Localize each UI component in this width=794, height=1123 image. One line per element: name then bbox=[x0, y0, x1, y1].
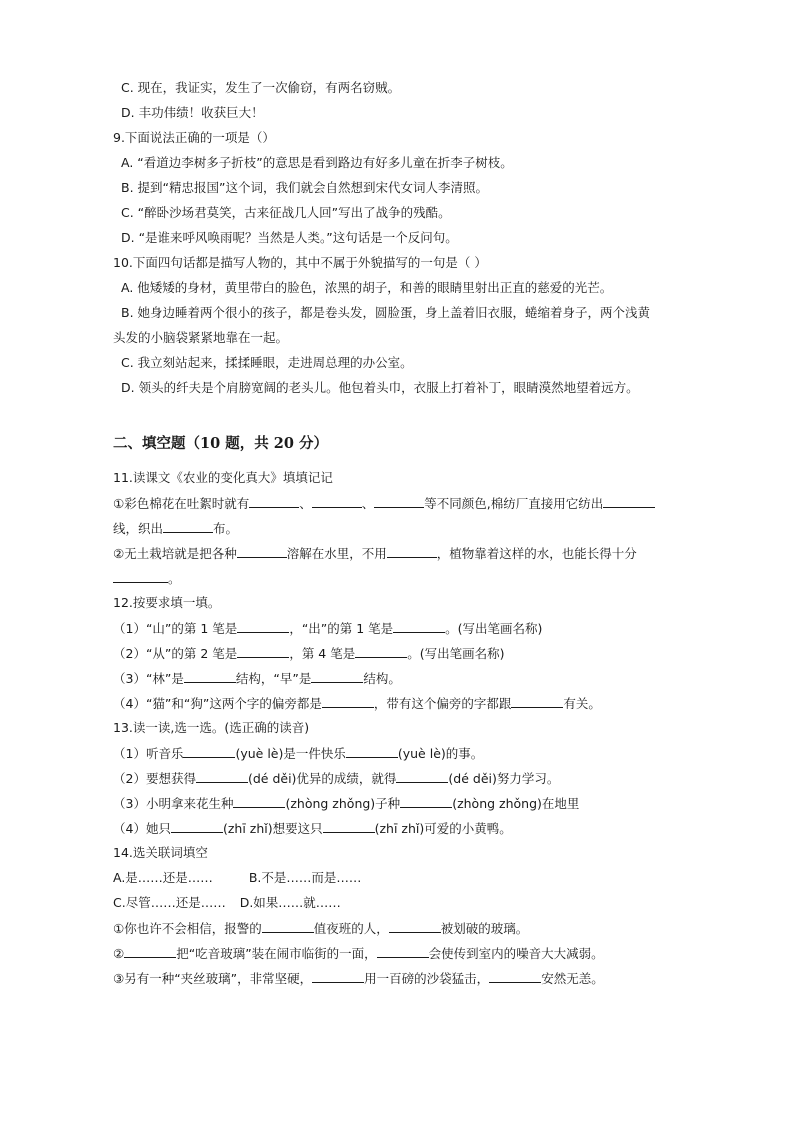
q9-option-a: A. “看道边李树多子折枝”的意思是看到路边有好多儿童在折李子树枝。 bbox=[121, 155, 513, 170]
answer-blank[interactable] bbox=[322, 695, 374, 708]
q13-text: （1）听音乐 bbox=[113, 746, 184, 761]
q12-text: 结构。 bbox=[363, 671, 401, 686]
answer-blank[interactable] bbox=[396, 770, 448, 783]
q8-option-d: D. 丰功伟绩！收获巨大！ bbox=[121, 105, 264, 120]
q10-option-a: A. 他矮矮的身材，黄里带白的脸色，浓黑的胡子，和善的眼睛里射出正直的慈爱的光芒。 bbox=[121, 280, 613, 295]
answer-blank[interactable] bbox=[323, 820, 375, 833]
q12-text: ，第 4 笔是 bbox=[289, 646, 356, 661]
q13-stem: 13.读一读,选一选。(选正确的读音) bbox=[113, 720, 310, 735]
q13-text: （4）她只 bbox=[113, 821, 171, 836]
answer-blank[interactable] bbox=[355, 645, 407, 658]
answer-blank[interactable] bbox=[374, 495, 424, 508]
q11-text: 溶解在水里，不用 bbox=[286, 546, 387, 561]
q12-text: （4）“猫”和“狗”这两个字的偏旁都是 bbox=[113, 696, 322, 711]
answer-blank[interactable] bbox=[183, 745, 235, 758]
q13-text: （3）小明拿来花生种 bbox=[113, 796, 234, 811]
answer-blank[interactable] bbox=[249, 495, 299, 508]
q12-line4 bbox=[113, 695, 601, 712]
section-title-fill-in: 二、填空题（10 题，共 20 分） bbox=[113, 435, 328, 452]
answer-blank[interactable] bbox=[237, 620, 289, 633]
q10-stem: 10.下面四句话都是描写人物的，其中不属于外貌描写的一句是（ ） bbox=[113, 255, 487, 270]
q13-line2 bbox=[113, 770, 559, 787]
answer-blank[interactable] bbox=[387, 545, 437, 558]
answer-blank[interactable] bbox=[312, 495, 362, 508]
q12-line3 bbox=[113, 670, 401, 687]
q14-text: 被划破的玻璃。 bbox=[440, 921, 529, 936]
q13-text: (zhòng zhǒng)子种 bbox=[285, 796, 401, 811]
q11-text: 、 bbox=[299, 496, 312, 511]
q9-stem: 9.下面说法正确的一项是（） bbox=[113, 130, 275, 145]
q14-line1 bbox=[113, 920, 528, 937]
answer-blank[interactable] bbox=[603, 495, 655, 508]
q11-stem: 11.读课文《农业的变化真大》填填记记 bbox=[113, 470, 333, 485]
q13-text: (dé děi)优异的成绩，就得 bbox=[247, 771, 397, 786]
q10-option-c: C. 我立刻站起来，揉揉睡眼，走进周总理的办公室。 bbox=[121, 355, 413, 370]
q11-text: ，植物靠着这样的水，也能长得十分 bbox=[436, 546, 637, 561]
q10-option-b-line1: B. 她身边睡着两个很小的孩子，都是卷头发，圆脸蛋，身上盖着旧衣服，蜷缩着身子，两个浅黄 bbox=[121, 305, 651, 320]
q13-line3 bbox=[113, 795, 579, 812]
answer-blank[interactable] bbox=[489, 970, 541, 983]
q12-line2 bbox=[113, 645, 504, 662]
q14-text: 用一百磅的沙袋猛击， bbox=[364, 971, 490, 986]
q14-text: 会使传到室内的噪音大大减弱。 bbox=[428, 946, 604, 961]
answer-blank[interactable] bbox=[312, 970, 364, 983]
q12-text: 。(写出笔画名称) bbox=[407, 646, 505, 661]
answer-blank[interactable] bbox=[113, 570, 168, 583]
answer-blank[interactable] bbox=[237, 545, 287, 558]
q14-text: ①你也许不会相信，报警的 bbox=[113, 921, 262, 936]
q12-text: 有关。 bbox=[563, 696, 601, 711]
q13-text: （2）要想获得 bbox=[113, 771, 196, 786]
answer-blank[interactable] bbox=[400, 795, 452, 808]
answer-blank[interactable] bbox=[233, 795, 285, 808]
q13-text: (yuè lè)的事。 bbox=[397, 746, 484, 761]
q11-text: 。 bbox=[168, 571, 181, 586]
answer-blank[interactable] bbox=[389, 920, 441, 933]
answer-blank[interactable] bbox=[311, 670, 363, 683]
q13-text: (zhī zhǐ)可爱的小黄鸭。 bbox=[374, 821, 512, 836]
answer-blank[interactable] bbox=[184, 670, 236, 683]
q14-stem: 14.选关联词填空 bbox=[113, 845, 208, 860]
answer-blank[interactable] bbox=[171, 820, 223, 833]
q11-text: 等不同颜色,棉纺厂直接用它纺出 bbox=[424, 496, 604, 511]
q9-option-b: B. 提到“精忠报国”这个词，我们就会自然想到宋代女词人李清照。 bbox=[121, 180, 488, 195]
q11-line2 bbox=[113, 520, 238, 537]
q12-text: 。(写出笔画名称) bbox=[445, 621, 543, 636]
answer-blank[interactable] bbox=[377, 945, 429, 958]
q11-text: 线，织出 bbox=[113, 521, 164, 536]
q8-option-c: C. 现在，我证实，发生了一次偷窃，有两名窃贼。 bbox=[121, 80, 401, 95]
q13-line4 bbox=[113, 820, 512, 837]
q11-line1 bbox=[113, 495, 655, 512]
q13-line1 bbox=[113, 745, 483, 762]
q11-text: 布。 bbox=[213, 521, 239, 536]
q12-text: （3）“林”是 bbox=[113, 671, 184, 686]
q12-stem: 12.按要求填一填。 bbox=[113, 595, 221, 610]
q12-text: 结构，“早”是 bbox=[235, 671, 312, 686]
q11-line3 bbox=[113, 545, 637, 562]
answer-blank[interactable] bbox=[393, 620, 445, 633]
q14-options-ab bbox=[113, 870, 361, 886]
q14-text: 值夜班的人， bbox=[313, 921, 389, 936]
q14-text: ③另有一种“夹丝玻璃”，非常坚硬， bbox=[113, 971, 313, 986]
q14-option-d: D.如果……就…… bbox=[239, 895, 341, 910]
q13-text: (yuè lè)是一件快乐 bbox=[235, 746, 346, 761]
answer-blank[interactable] bbox=[511, 695, 563, 708]
q11-text: ②无土栽培就是把各种 bbox=[113, 546, 237, 561]
q12-text: ，“出”的第 1 笔是 bbox=[289, 621, 394, 636]
q14-option-b: B.不是……而是…… bbox=[248, 870, 362, 885]
answer-blank[interactable] bbox=[124, 945, 176, 958]
q14-line3 bbox=[113, 970, 604, 987]
q11-text: 、 bbox=[361, 496, 375, 511]
q14-text: ② bbox=[113, 946, 125, 961]
q12-text: （1）“山”的第 1 笔是 bbox=[113, 621, 238, 636]
q12-line1 bbox=[113, 620, 542, 637]
answer-blank[interactable] bbox=[237, 645, 289, 658]
q13-text: (zhī zhǐ)想要这只 bbox=[222, 821, 323, 836]
q9-option-c: C. “醉卧沙场君莫笑，古来征战几人回”写出了战争的残酷。 bbox=[121, 205, 451, 220]
q12-text: （2）“从”的第 2 笔是 bbox=[113, 646, 238, 661]
q11-text: ①彩色棉花在吐絮时就有 bbox=[113, 496, 250, 511]
q14-text: 安然无恙。 bbox=[541, 971, 604, 986]
q13-text: (dé děi)努力学习。 bbox=[448, 771, 560, 786]
q14-option-a: A.是……还是…… bbox=[113, 870, 213, 885]
q14-line2 bbox=[113, 945, 604, 962]
answer-blank[interactable] bbox=[262, 920, 314, 933]
q14-text: 把“吃音玻璃”装在闹市临街的一面， bbox=[176, 946, 377, 961]
q10-option-b-line2: 头发的小脑袋紧紧地靠在一起。 bbox=[113, 330, 289, 345]
q13-text: (zhòng zhǒng)在地里 bbox=[452, 796, 580, 811]
q14-option-c: C.尽管……还是…… bbox=[113, 895, 226, 910]
q10-option-d: D. 领头的纤夫是个肩膀宽阔的老头儿。他包着头巾，衣服上打着补丁，眼睛漠然地望着远方。 bbox=[121, 380, 639, 395]
answer-blank[interactable] bbox=[163, 520, 213, 533]
answer-blank[interactable] bbox=[346, 745, 398, 758]
q14-options-cd bbox=[113, 895, 341, 911]
answer-blank[interactable] bbox=[196, 770, 248, 783]
q12-text: ，带有这个偏旁的字都跟 bbox=[373, 696, 512, 711]
q9-option-d: D. “是谁来呼风唤雨呢？当然是人类。”这句话是一个反问句。 bbox=[121, 230, 458, 245]
q11-line4 bbox=[113, 570, 181, 587]
